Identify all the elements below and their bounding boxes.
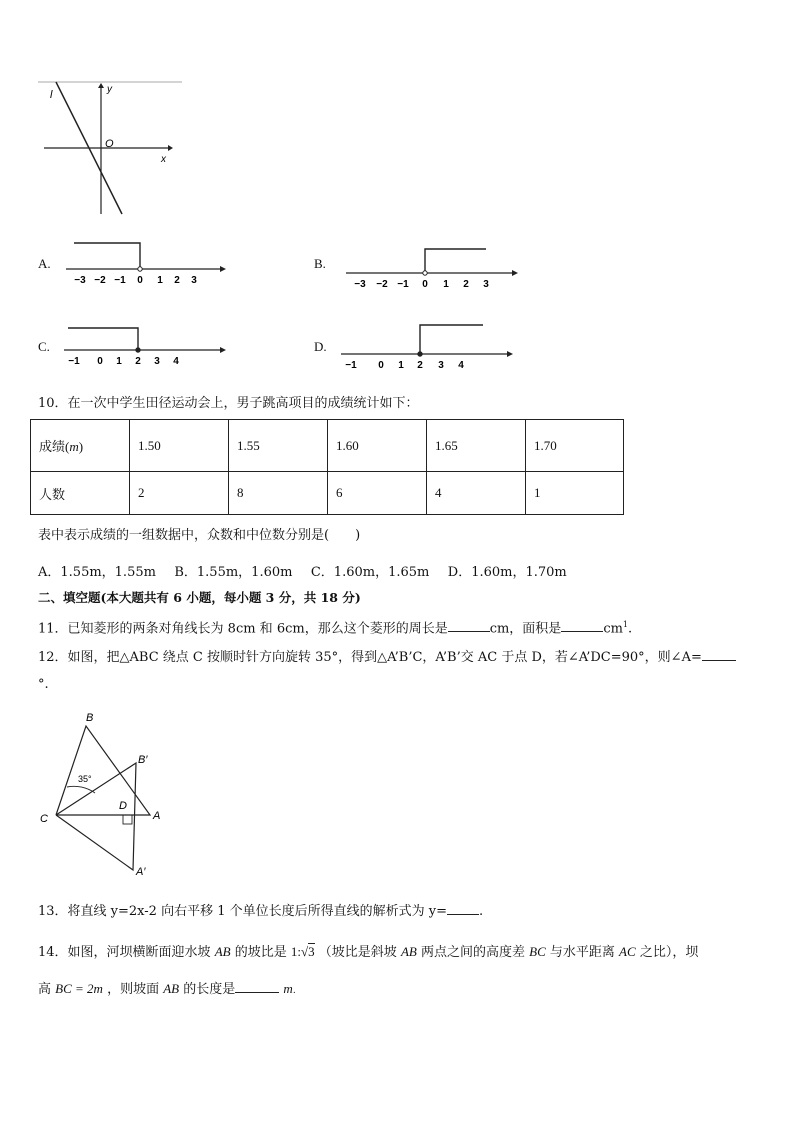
q14-line1 <box>38 943 698 962</box>
number-line-b[interactable] <box>340 240 525 292</box>
table-cell: 2 <box>130 472 229 515</box>
math-ab: AB <box>163 981 180 996</box>
line-l-label: l <box>50 89 53 101</box>
tick-label: 0 <box>137 275 143 286</box>
tick-label: 1 <box>398 360 404 371</box>
unit-label: m <box>69 439 79 454</box>
table-cell: 1.50 <box>130 420 229 472</box>
q14-end: . <box>292 986 296 996</box>
sqrt-arg: 3 <box>308 944 315 959</box>
q11-sup: 1 <box>622 620 629 629</box>
number-line-a[interactable] <box>60 236 235 288</box>
table-head-count: 人数 <box>31 472 130 515</box>
table-cell: 8 <box>229 472 328 515</box>
table-cell: 1.70 <box>526 420 624 472</box>
tick-label: 4 <box>458 360 464 371</box>
origin-label: O <box>105 138 114 150</box>
math-bc: BC <box>529 944 546 959</box>
tick-label: −2 <box>94 275 106 286</box>
option-b-letter[interactable]: B. <box>314 256 326 271</box>
q10-question: 表中表示成绩的一组数据中，众数和中位数分别是( ) <box>38 528 361 543</box>
tick-label: 1 <box>443 279 449 290</box>
q12-text: 12．如图，把△ABC 绕点 C 按顺时针方向旋转 35°，得到△A’B’C，A’B’交 AC 于点 D，若∠A’DC=90°，则∠A= <box>38 650 702 665</box>
answer-blank[interactable] <box>448 619 490 632</box>
option-d[interactable]: D．1.60m，1.70m <box>447 565 567 580</box>
tick-label: 0 <box>422 279 428 290</box>
number-line-c[interactable] <box>60 320 235 372</box>
number-line-d[interactable] <box>337 316 522 372</box>
math-bc-eq: BC = 2m <box>55 981 103 996</box>
math-ab: AB <box>400 944 417 959</box>
tick-label: 2 <box>174 275 180 286</box>
q11-end: . <box>628 621 633 637</box>
q14-text: 之比），坝 <box>639 945 699 960</box>
q12-line1 <box>38 648 736 667</box>
option-d-letter[interactable]: D. <box>314 339 327 354</box>
tick-label: 0 <box>378 360 384 371</box>
tick-label: 1 <box>116 356 122 367</box>
tick-label: −3 <box>74 275 86 286</box>
table-head-score: 成绩(m) <box>31 420 130 472</box>
point-c-label: C <box>40 813 48 825</box>
math-ab: AB <box>214 944 231 959</box>
q13-end: . <box>479 904 484 919</box>
q10-options[interactable] <box>38 564 567 582</box>
tick-label: 2 <box>135 356 141 367</box>
q11-text: 11．已知菱形的两条对角线长为 8cm 和 6cm，那么这个菱形的周长是 <box>38 621 448 637</box>
tick-label: 2 <box>463 279 469 290</box>
q13 <box>38 902 483 921</box>
q14-text: （坡比是斜坡 <box>318 945 397 960</box>
tick-label: 3 <box>154 356 160 367</box>
q14-line2 <box>38 980 296 1000</box>
option-a-letter[interactable]: A. <box>38 256 51 271</box>
tick-label: 4 <box>173 356 179 367</box>
line-graph <box>30 78 190 220</box>
q11-unit: cm <box>603 621 623 637</box>
answer-blank[interactable] <box>561 619 603 632</box>
tick-label: 1 <box>157 275 163 286</box>
q13-text: 13．将直线 y=2x-2 向右平移 1 个单位长度后所得直线的解析式为 y= <box>38 904 447 919</box>
answer-blank[interactable] <box>702 648 736 661</box>
q10-stem: 10．在一次中学生田径运动会上，男子跳高项目的成绩统计如下： <box>38 396 419 411</box>
table-cell: 1.65 <box>427 420 526 472</box>
x-axis-label: x <box>161 154 166 165</box>
answer-blank[interactable] <box>447 902 479 915</box>
head-label: 成绩 <box>39 439 66 454</box>
option-a[interactable]: A．1.55m，1.55m <box>38 565 156 580</box>
sqrt-sign: √ <box>301 944 309 959</box>
option-c[interactable]: C．1.60m，1.65m <box>310 565 430 580</box>
point-d-label: D <box>119 800 127 812</box>
q14-text: ，则坡面 <box>107 982 160 997</box>
table-row <box>31 472 624 515</box>
table-cell: 6 <box>328 472 427 515</box>
q14-text: 14．如图，河坝横断面迎水坡 <box>38 945 211 960</box>
answer-blank[interactable] <box>235 980 279 993</box>
q11-text: cm，面积是 <box>489 621 562 637</box>
tick-label: −1 <box>68 356 80 367</box>
q14-text: 两点之间的高度差 <box>420 945 525 960</box>
option-c-letter[interactable]: C. <box>38 339 50 354</box>
section-heading: 二、填空题(本大题共有 6 小题，每小题 3 分，共 18 分) <box>38 590 361 605</box>
point-a-label: A <box>153 810 161 822</box>
option-b[interactable]: B．1.55m，1.60m <box>174 565 293 580</box>
score-table <box>30 419 624 515</box>
tick-label: 3 <box>483 279 489 290</box>
y-axis-label: y <box>107 84 112 95</box>
tick-label: 3 <box>191 275 197 286</box>
table-cell: 1 <box>526 472 624 515</box>
q12-line2: °. <box>38 677 49 692</box>
table-cell: 1.60 <box>328 420 427 472</box>
q14-text: 高 <box>38 982 52 997</box>
rotation-figure <box>36 705 176 885</box>
tick-label: −2 <box>376 279 388 290</box>
tick-label: −1 <box>397 279 409 290</box>
q14-text: 的长度是 <box>183 982 236 997</box>
point-bp-label: B′ <box>138 754 148 766</box>
angle-label: 35° <box>78 774 92 784</box>
q11 <box>38 616 632 638</box>
tick-label: 3 <box>438 360 444 371</box>
ratio: 1: <box>290 944 301 959</box>
q14-text: 的坡比是 <box>234 945 287 960</box>
unit-m: m <box>283 981 293 996</box>
table-cell: 1.55 <box>229 420 328 472</box>
tick-label: 0 <box>97 356 103 367</box>
tick-label: 2 <box>417 360 423 371</box>
tick-label: −3 <box>354 279 366 290</box>
table-row <box>31 420 624 472</box>
point-b-label: B <box>86 712 94 724</box>
table-cell: 4 <box>427 472 526 515</box>
q14-text: 与水平距离 <box>549 945 615 960</box>
tick-label: −1 <box>345 360 357 371</box>
math-ac: AC <box>619 944 636 959</box>
point-ap-label: A′ <box>136 866 146 878</box>
tick-label: −1 <box>114 275 126 286</box>
